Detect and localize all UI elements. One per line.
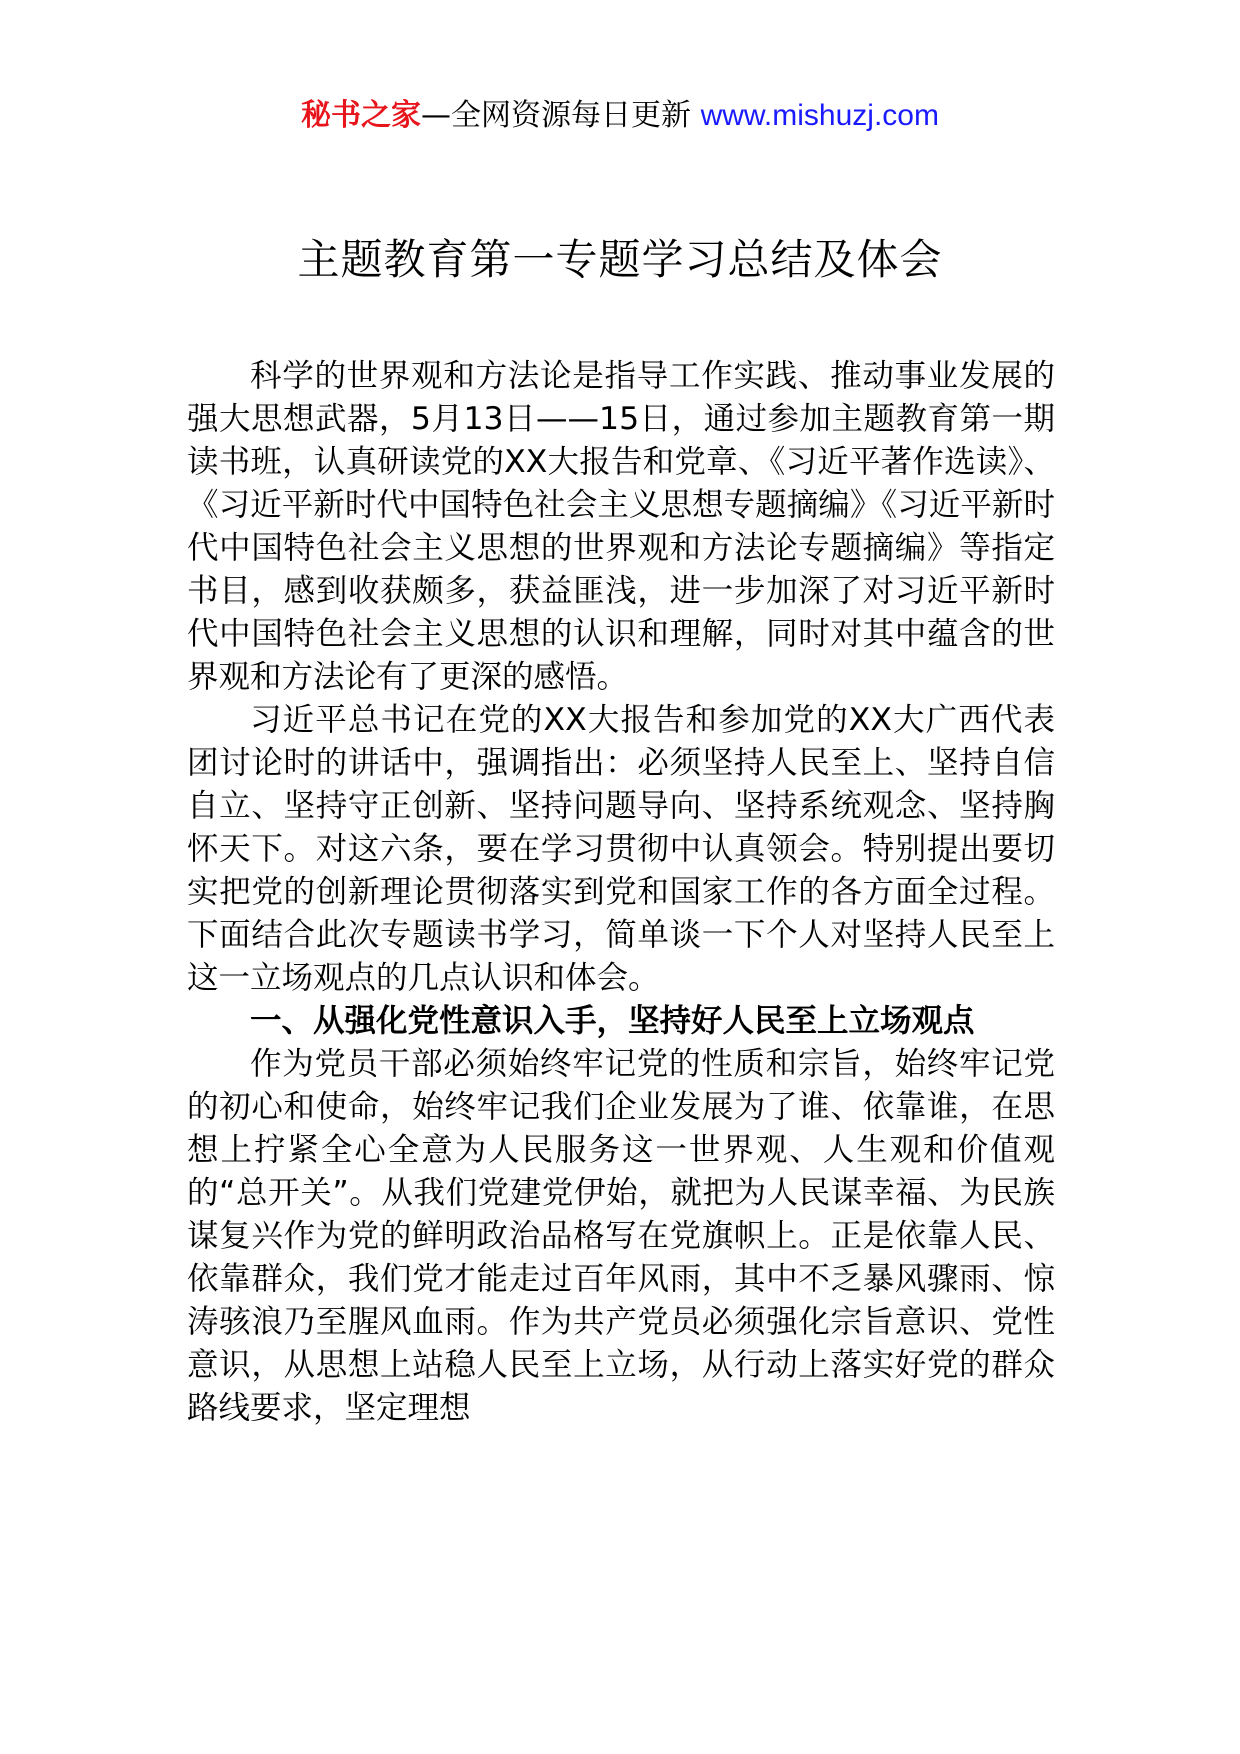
- site-header: [0, 96, 1240, 136]
- brand-name: 秘书之家: [301, 98, 422, 133]
- body-paragraph: 习近平总书记在党的XX大报告和参加党的XX大广西代表团讨论时的讲话中，强调指出：必须坚持人民至上、坚持自信自立、坚持守正创新、坚持问题导向、坚持系统观念、坚持胸怀天下。对这六条，要在学习贯彻中认真领会。特别提出要切实把党的创新理论贯彻落实到党和国家工作的各方面全过程。下面结合此次专题读书学习，简单谈一下个人对坚持人民至上这一立场观点的几点认识和体会。: [187, 702, 1055, 996]
- site-url-link[interactable]: www.mishuzj.com: [700, 99, 939, 132]
- body-paragraph: 科学的世界观和方法论是指导工作实践、推动事业发展的强大思想武器，5月13日——15日，通过参加主题教育第一期读书班，认真研读党的XX大报告和党章、《习近平著作选读》、《习近平新时代中国特色社会主义思想专题摘编》《习近平新时代中国特色社会主义思想的世界观和方法论专题摘编》等指定书目，感到收获颇多，获益匪浅，进一步加深了对习近平新时代中国特色社会主义思想的认识和理解，同时对其中蕴含的世界观和方法论有了更深的感悟。: [187, 358, 1055, 695]
- site-slogan: —全网资源每日更新: [421, 98, 701, 133]
- document-body: [187, 355, 1055, 1430]
- section-heading: 一、从强化党性意识入手，坚持好人民至上立场观点: [250, 1003, 975, 1039]
- body-paragraph: 作为党员干部必须始终牢记党的性质和宗旨，始终牢记党的初心和使命，始终牢记我们企业发展为了谁、依靠谁，在思想上拧紧全心全意为人民服务这一世界观、人生观和价值观的“总开关”。从我们党建党伊始，就把为人民谋幸福、为民族谋复兴作为党的鲜明政治品格写在党旗帜上。正是依靠人民、依靠群众，我们党才能走过百年风雨，其中不乏暴风骤雨、惊涛骇浪乃至腥风血雨。作为共产党员必须强化宗旨意识、党性意识，从思想上站稳人民至上立场，从行动上落实好党的群众路线要求，坚定理想: [187, 1046, 1055, 1426]
- document-title: 主题教育第一专题学习总结及体会: [297, 235, 943, 284]
